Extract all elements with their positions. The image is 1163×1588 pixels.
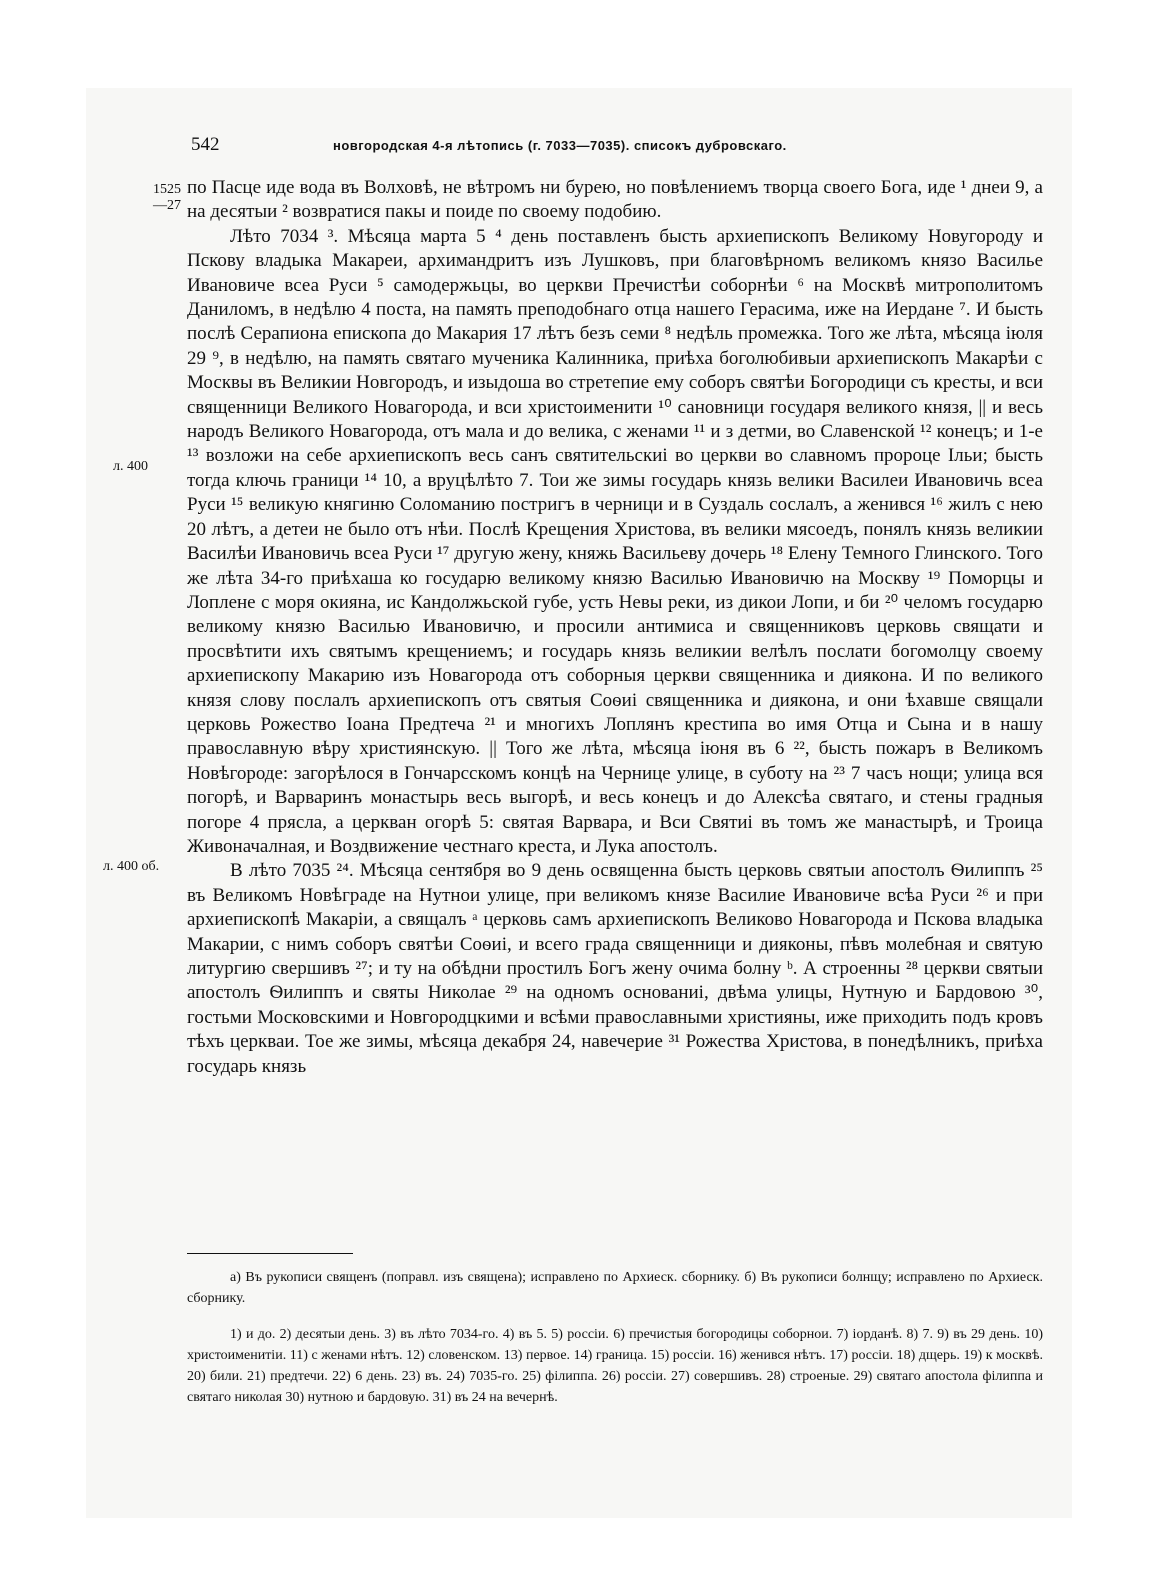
page-number: 542 bbox=[191, 134, 220, 155]
letter-footnotes bbox=[187, 1267, 1043, 1309]
page-header bbox=[191, 134, 907, 160]
margin-years bbox=[147, 182, 181, 214]
running-title: новгородская 4-я лѣтопись (г. 7033—7035). списокъ дубровскаго. bbox=[333, 138, 787, 153]
margin-year-top: 1525 bbox=[153, 182, 181, 197]
paragraph-3: В лѣто 7035 ²⁴. Мѣсяца сентября во 9 день освященна бысть церковь святыи апостолъ Ѳилиппъ ²⁵ въ Великомъ Новѣграде на Нутнои улице, при великомъ князе Василие Ивановиче всѣа Руси ²⁶ и при архиепископѣ Макаріи, а свящалъ ᵃ церковь самъ архиепископъ Великово Новагорода и Пскова владыка Макарии, с нимъ соборъ святѣи Соѳиі, и всего града священници и дияконы, пѣвъ молебная и святую литургию свершивъ ²⁷; и ту на обѣдни простилъ Богъ жену очима болну ᵇ. А строенны ²⁸ церкви святыи апостолъ Ѳилиппъ и святы Николае ²⁹ на одномъ основаниі, двѣма улицы, Нутную и Бардовою ³⁰, гостьми Московскими и Новгородцкими и всѣми православными християны, иже приходить подъ кровъ тѣхъ церкваи. Тое же зимы, мѣсяца декабря 24, навечерие ³¹ Рожества Христова, в понедѣлникъ, приѣха государь князь bbox=[187, 860, 1043, 1077]
margin-year-bottom: —27 bbox=[153, 198, 181, 213]
letter-footnotes-text: а) Въ рукописи священъ (поправл. изъ священа); исправлено по Архиеск. сборнику. б) Въ рукописи болнщу; исправлено по Архиеск. сборнику. bbox=[187, 1270, 1043, 1306]
paragraph-2: Лѣто 7034 ³. Мѣсяца марта 5 ⁴ день поставленъ бысть архиепископъ Великому Новугороду и Пскову владыка Макареи, архимандритъ изъ Лушковъ, при благовѣрномъ великомъ князо Василье Ивановиче всеа Руси ⁵ самодержьцы, во церкви Пречистѣи соборнѣи ⁶ на Москвѣ митрополитомъ Даниломъ, в недѣлю 4 поста, на память преподобнаго отца нашего Герасима, иже на Иердане ⁷. И бысть послѣ Серапиона епископа до Макария 17 лѣтъ безъ семи ⁸ недѣль промежка. Того же лѣта, мѣсяца іюля 29 ⁹, в недѣлю, на память святаго мученика Калинника, приѣха боголюбивыи архиепископъ Макарѣи с Москвы въ Великии Новгородъ, и изыдоша во стретепие ему соборъ святѣи Богородици съ кресты, и вси священници Великого Новагорода, и вси христоименити ¹⁰ сановници государя великого князя, || и весь народъ Великого Новагорода, отъ мала и до велика, с женами ¹¹ и з детми, во Славенской ¹² конецъ; и 1-е ¹³ возложи на себе архиепископъ весь санъ святительскиі во церкви во славномъ пророце Ільи; бысть тогда ключь граници ¹⁴ 10, а вруцѣлѣто 7. Тои же зимы государь князь велики Василеи Ивановичь всеа Руси ¹⁵ великую княгиню Соломанию постригъ в черници и в Суздаль сослалъ, а женився ¹⁶ жилъ с нею 20 лѣтъ, а детеи не было отъ нѣи. Послѣ Крещения Христова, въ велики мясоедъ, понялъ князь великии Василѣи Ивановичь всеа Руси ¹⁷ другую жену, княжь Васильеву дочерь ¹⁸ Елену Темного Глинского. Того же лѣта 34-го приѣхаша ко государю великому князю Василью Ивановичю на Москву ¹⁹ Поморцы и Лоплене с моря окияна, ис Кандолжьской губе, усть Невы реки, из дикои Лопи, и би ²⁰ челомъ государю великому князю Василью Ивановичю, и просили антимиса и священниковъ церковь свящати и просвѣтити ихъ святымъ крещениемъ; и государь князь великии велѣлъ послати богомолцу своему архиепископу Макарию изъ Новагорода отъ соборныя церкви священника и диякона. И по великого князя слову послалъ архиепископъ отъ святыя Соѳиі священника и диякона, и они ѣхавше свящали церковь Рожество Іоана Предтеча ²¹ и многихъ Лоплянъ крестипа во имя Отца и Сына и в нашу православную вѣру християнскую. || Того же лѣта, мѣсяца іюня въ 6 ²², бысть пожаръ в Великомъ Новѣгороде: загорѣлося в Гончарсскомъ концѣ на Чернице улице, в суботу на ²³ 7 часъ нощи; улица вся погорѣ, и Варваринъ монастырь весь выгорѣ, и весь конецъ и до Алексѣа святаго, и стены градныя погоре 4 прясла, а церкван огорѣ 5: святая Варвара, и Вси Святиі въ томъ же манастырѣ, и Троица Живоначалная, и Воздвижение честнаго креста, и Лука апостолъ. bbox=[187, 225, 1043, 857]
margin-folio-400: л. 400 bbox=[113, 459, 148, 474]
margin-folio-400-verso: л. 400 об. bbox=[103, 859, 160, 874]
main-text bbox=[187, 176, 1043, 1079]
paragraph-1: по Пасце иде вода въ Волховѣ, не вѣтромъ ни бурею, но повѣлениемъ творца своего Бога, иде ¹ днеи 9, а на десятыи ² возвратися пакы и поиде по своему подобию. bbox=[187, 177, 1043, 223]
footnote-divider bbox=[187, 1253, 353, 1254]
numbered-footnotes-text: 1) и до. 2) десятыи день. 3) въ лѣто 7034-го. 4) въ 5. 5) россіи. 6) пречистыя богородицы соборнои. 7) іорданѣ. 8) 7. 9) въ 29 день. 10) христоименитіи. 11) с женами нѣтъ. 12) словенском. 13) первое. 14) границa. 15) россіи. 16) женився нѣтъ. 17) россіи. 18) дщерь. 19) к москвѣ. 20) били. 21) предтечи. 22) 6 день. 23) въ. 24) 7035-го. 25) філиппа. 26) россіи. 27) совершивъ. 28) строеные. 29) святаго апостола філиппа и святаго николая 30) нутною и бардовую. 31) въ 24 на вечернѣ. bbox=[187, 1327, 1043, 1405]
numbered-footnotes bbox=[187, 1324, 1043, 1408]
